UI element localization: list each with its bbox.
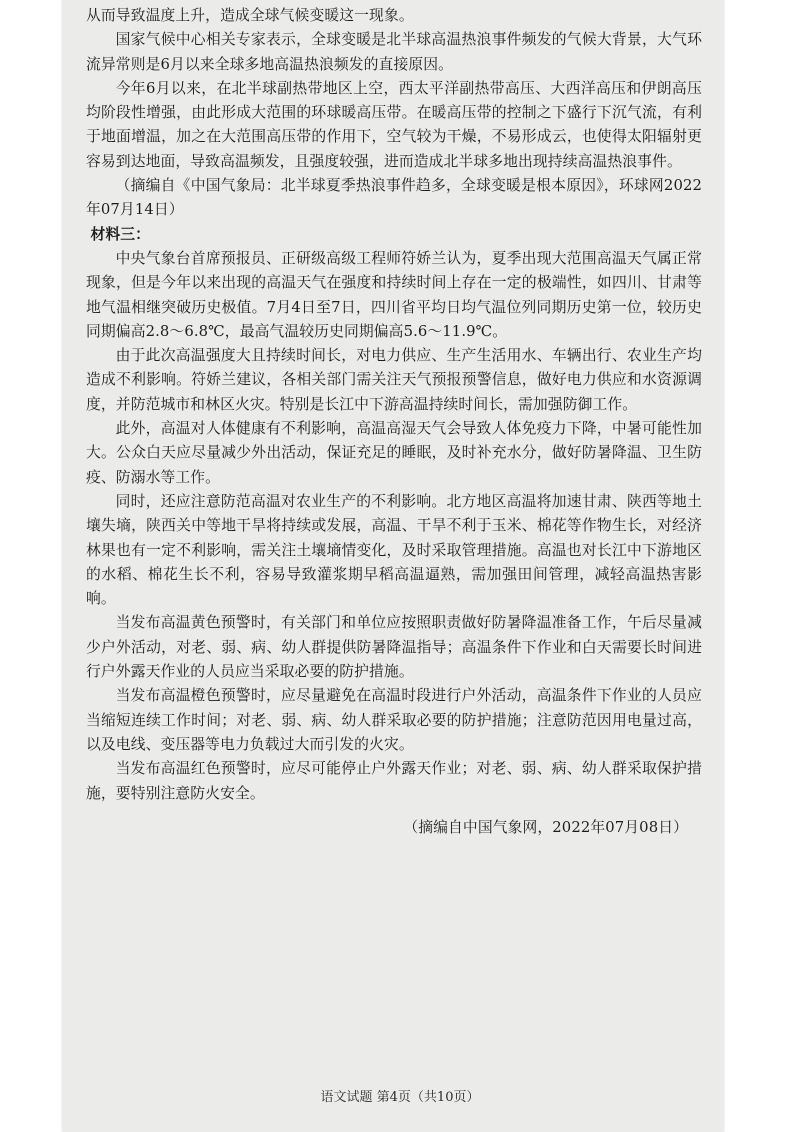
source-citation-huanqiu: （摘编自《中国气象局：北半球夏季热浪事件趋多，全球变暖是根本原因》，环球网2022年07月14日） — [86, 177, 702, 219]
paragraph-forecaster-view: 中央气象台首席预报员、正研级高级工程师符娇兰认为，夏季出现大范围高温天气属正常现象，但是今年以来出现的高温天气在强度和持续时间上存在一定的极端性，如四川、甘肃等地气温相继突破历史极值。7月4日至7日，四川省平均日均气温位列同期历史第一位，较历史同期偏高2.8～6.8℃，最高气温较历史同期偏高5.6～11.9℃。 — [86, 249, 702, 340]
paragraph-high-pressure: 今年6月以来，在北半球副热带地区上空，西太平洋副热带高压、大西洋高压和伊朗高压均阶段性增强，由此形成大范围的环球暖高压带。在暖高压带的控制之下盛行下沉气流，有利于地面增温，加之在大范围高压带的作用下，空气较为干燥，不易形成云，也使得太阳辐射更容易到达地面，导致高温频发，且强度较强，进而造成北半球多地出现持续高温热浪事件。 — [86, 79, 702, 170]
page-footer: 语文试题 第4页（共10页） — [320, 1090, 480, 1105]
paragraph-impact: 由于此次高温强度大且持续时间长，对电力供应、生产生活用水、车辆出行、农业生产均造成不利影响。符娇兰建议，各相关部门需关注天气预报预警信息，做好电力供应和水资源调度，并防范城市和林区火灾。特别是长江中下游高温持续时间长，需加强防御工作。 — [86, 347, 702, 413]
paragraph-agriculture: 同时，还应注意防范高温对农业生产的不利影响。北方地区高温将加速甘肃、陕西等地土壤失墒，陕西关中等地干旱将持续或发展，高温、干旱不利于玉米、棉花等作物生长，对经济林果也有一定不利影响，需关注土壤墒情变化，及时采取管理措施。高温也对长江中下游地区的水稻、棉花生长不利，容易导致灌浆期早稻高温逼熟，需加强田间管理，减轻高温热害影响。 — [86, 492, 702, 608]
document-body — [86, 4, 702, 840]
source-citation-cma: （摘编自中国气象网，2022年07月08日） — [403, 818, 688, 836]
paragraph-health: 此外，高温对人体健康有不利影响，高温高湿天气会导致人体免疫力下降，中暑可能性加大。公众白天应尽量减少外出活动，保证充足的睡眠，及时补充水分，做好防暑降温、卫生防疫、防溺水等工作。 — [86, 420, 702, 486]
paragraph-red-warning: 当发布高温红色预警时，应尽可能停止户外露天作业；对老、弱、病、幼人群采取保护措施，要特别注意防火安全。 — [86, 760, 702, 802]
paragraph-continuation: 从而导致温度上升，造成全球气候变暖这一现象。 — [86, 7, 414, 24]
paragraph-expert-statement: 国家气候中心相关专家表示，全球变暖是北半球高温热浪事件频发的气候大背景，大气环流异常则是6月以来全球多地高温热浪频发的直接原因。 — [86, 31, 702, 73]
paragraph-yellow-warning: 当发布高温黄色预警时，有关部门和单位应按照职责做好防暑降温准备工作，午后尽量减少户外活动，对老、弱、病、幼人群提供防暑降温指导；高温条件下作业和白天需要长时间进行户外露天作业的人员应当采取必要的防护措施。 — [86, 614, 702, 681]
paragraph-orange-warning: 当发布高温橙色预警时，应尽量避免在高温时段进行户外活动，高温条件下作业的人员应当缩短连续工作时间；对老、弱、病、幼人群采取必要的防护措施；注意防范因用电量过高，以及电线、变压器等电力负载过大而引发的火灾。 — [86, 687, 702, 753]
section-heading-material-3: 材料三： — [90, 225, 151, 243]
